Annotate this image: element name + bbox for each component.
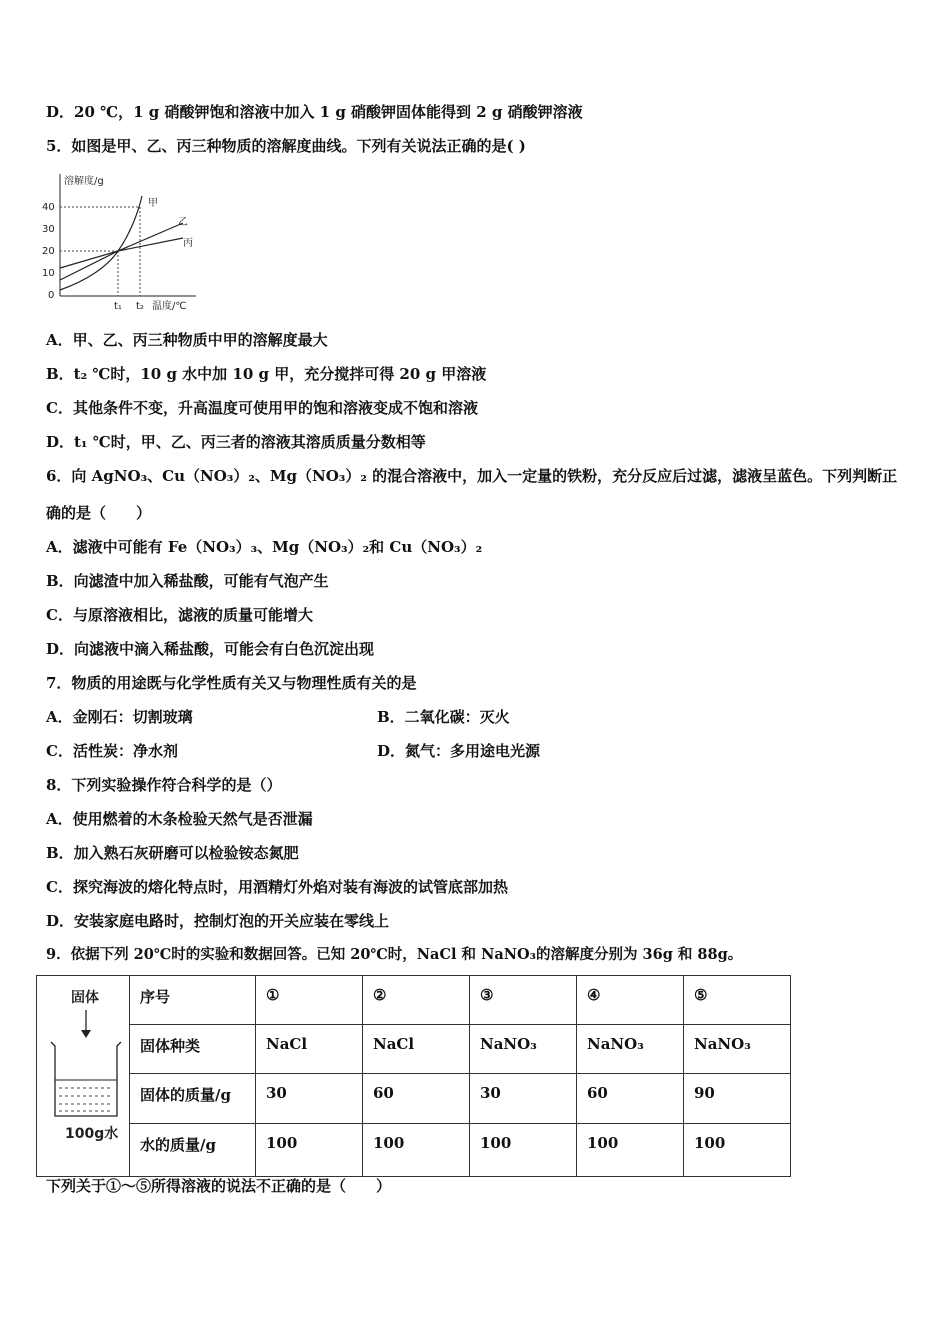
table-cell: NaNO₃ <box>577 1025 684 1074</box>
x-axis-label: 温度/℃ <box>152 301 187 312</box>
table-cell: NaCl <box>363 1025 470 1074</box>
y-tick: 20 <box>42 246 55 257</box>
table-cell: NaCl <box>256 1025 363 1074</box>
y-tick: 0 <box>48 290 55 301</box>
q7-option-a: A．金刚石：切割玻璃 <box>46 708 193 726</box>
beaker-figure <box>37 976 129 1172</box>
x-tick: t₁ <box>114 301 122 312</box>
table-cell: 100 <box>363 1123 470 1176</box>
q7-option-b: B．二氧化碳：灭火 <box>377 708 510 726</box>
q9-stem: 9．依据下列 20℃时的实验和数据回答。已知 20℃时，NaCl 和 NaNO₃的溶解度分别为 36g 和 88g。 <box>46 946 743 963</box>
row-header: 水的质量/g <box>130 1123 256 1176</box>
q6-option-b: B．向滤渣中加入稀盐酸，可能有气泡产生 <box>46 572 329 590</box>
q6-option-a: A．滤液中可能有 Fe（NO₃）₃、Mg（NO₃）₂和 Cu（NO₃）₂ <box>46 538 483 556</box>
q9-follow-up: 下列关于①～⑤所得溶液的说法不正确的是（ ） <box>46 1177 392 1195</box>
y-tick: 10 <box>42 268 55 279</box>
table-cell: 60 <box>363 1074 470 1123</box>
curve-label: 甲 <box>148 198 158 209</box>
table-cell: 100 <box>577 1123 684 1176</box>
q8-option-a: A．使用燃着的木条检验天然气是否泄漏 <box>46 810 313 828</box>
table-cell: 100 <box>256 1123 363 1176</box>
y-axis-label: 溶解度/g <box>64 176 104 187</box>
row-header: 序号 <box>130 976 256 1025</box>
table-cell: ② <box>363 976 470 1025</box>
q6-option-c: C．与原溶液相比，滤液的质量可能增大 <box>46 606 313 624</box>
q7-stem: 7．物质的用途既与化学性质有关又与物理性质有关的是 <box>46 674 417 692</box>
curve-bing <box>60 238 183 268</box>
table-cell: ③ <box>470 976 577 1025</box>
q8-option-c: C．探究海波的熔化特点时，用酒精灯外焰对装有海波的试管底部加热 <box>46 878 508 896</box>
table-cell: 30 <box>470 1074 577 1123</box>
q7-option-d: D．氮气：多用途电光源 <box>377 742 541 760</box>
beaker-bottom-label: 100g水 <box>65 1126 119 1142</box>
row-header: 固体的质量/g <box>130 1074 256 1123</box>
q5-option-b: B．t₂ ℃时，10 g 水中加 10 g 甲，充分搅拌可得 20 g 甲溶液 <box>46 365 487 383</box>
q4-option-d: D．20 ℃，1 g 硝酸钾饱和溶液中加入 1 g 硝酸钾固体能得到 2 g 硝酸钾溶液 <box>46 103 583 121</box>
table-cell: 100 <box>470 1123 577 1176</box>
y-tick: 30 <box>42 224 55 235</box>
q8-option-d: D．安装家庭电路时，控制灯泡的开关应装在零线上 <box>46 912 390 930</box>
table-cell: NaNO₃ <box>470 1025 577 1074</box>
table-cell: ① <box>256 976 363 1025</box>
curve-label: 丙 <box>183 238 193 249</box>
beaker-figure-cell <box>37 976 130 1177</box>
table-cell: 30 <box>256 1074 363 1123</box>
q8-stem: 8．下列实验操作符合科学的是（） <box>46 776 282 794</box>
table-cell: 100 <box>684 1123 791 1176</box>
q5-option-c: C．其他条件不变，升高温度可使用甲的饱和溶液变成不饱和溶液 <box>46 399 478 417</box>
q5-option-a: A．甲、乙、丙三种物质中甲的溶解度最大 <box>46 331 328 349</box>
table-cell: ⑤ <box>684 976 791 1025</box>
curve-label: 乙 <box>178 217 188 228</box>
x-tick: t₂ <box>136 301 144 312</box>
table-cell: 90 <box>684 1074 791 1123</box>
table-cell: ④ <box>577 976 684 1025</box>
beaker-top-label: 固体 <box>71 990 99 1006</box>
q6-stem-line1: 6．向 AgNO₃、Cu（NO₃）₂、Mg（NO₃）₂ 的混合溶液中，加入一定量的铁粉，充分反应后过滤，滤液呈蓝色。下列判断正 <box>46 467 898 485</box>
q5-stem: 5．如图是甲、乙、丙三种物质的溶解度曲线。下列有关说法正确的是( ) <box>46 137 526 155</box>
q6-option-d: D．向滤液中滴入稀盐酸，可能会有白色沉淀出现 <box>46 640 375 658</box>
curve-yi <box>60 223 183 280</box>
table-cell: NaNO₃ <box>684 1025 791 1074</box>
y-tick: 40 <box>42 202 55 213</box>
beaker-icon <box>51 1042 121 1116</box>
q5-option-d: D．t₁ ℃时，甲、乙、丙三者的溶液其溶质质量分数相等 <box>46 433 426 451</box>
row-header: 固体种类 <box>130 1025 256 1074</box>
solubility-graph <box>38 168 198 313</box>
q6-stem-line2: 确的是（ ） <box>46 504 152 522</box>
table-cell: 60 <box>577 1074 684 1123</box>
q7-option-c: C．活性炭：净水剂 <box>46 742 178 760</box>
experiment-table <box>36 975 791 1177</box>
q8-option-b: B．加入熟石灰研磨可以检验铵态氮肥 <box>46 844 299 862</box>
curve-jia <box>60 196 142 290</box>
